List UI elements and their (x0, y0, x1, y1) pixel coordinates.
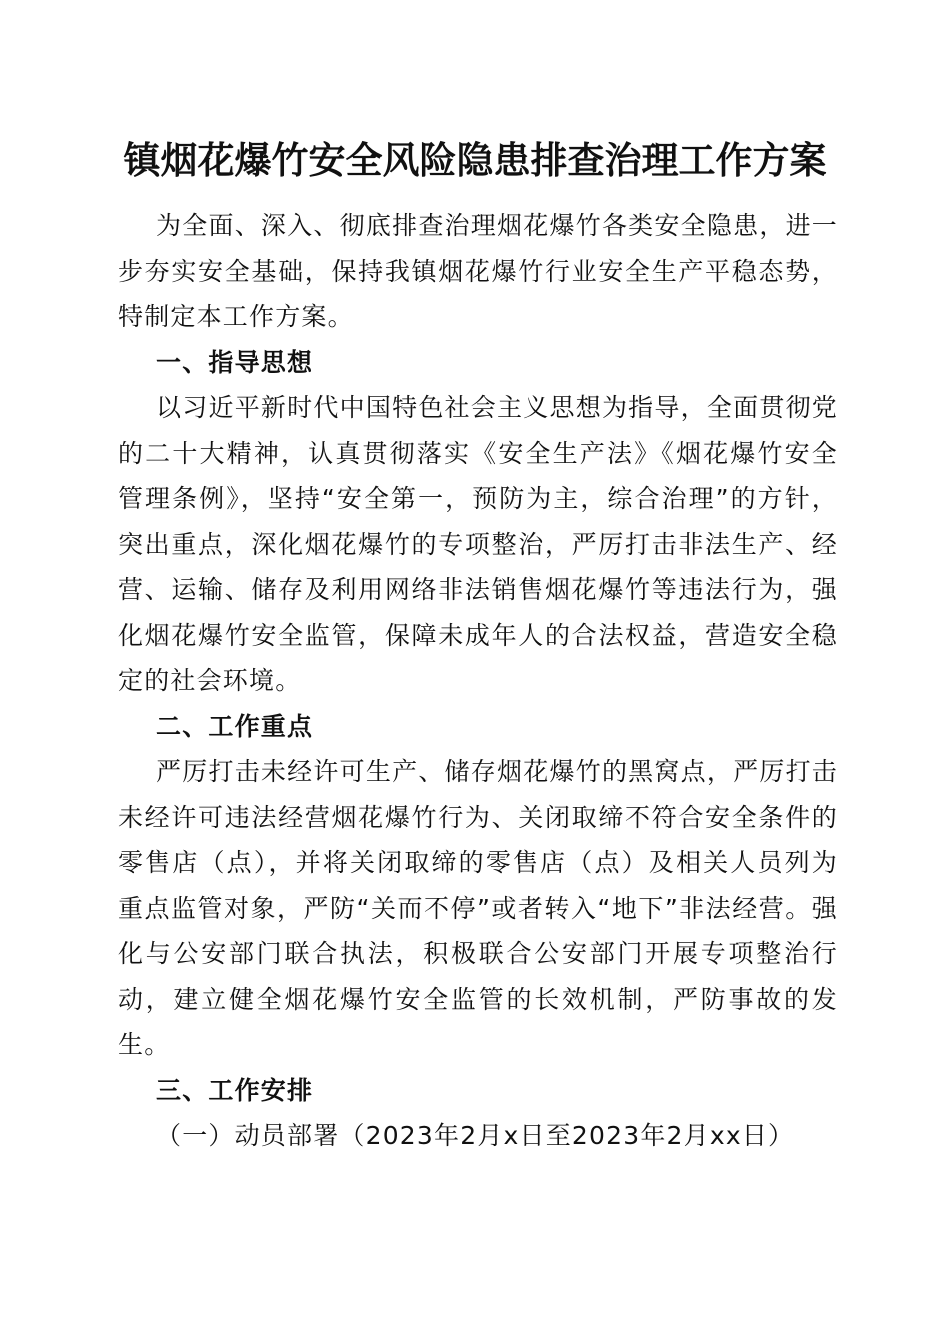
section-text-guiding-ideology: 以习近平新时代中国特色社会主义思想为指导，全面贯彻党的二十大精神，认真贯彻落实《安全生产法》《烟花爆竹安全管理条例》，坚持“安全第一，预防为主，综合治理”的方针，突出重点，深化烟花爆竹的专项整治，严厉打击非法生产、经营、运输、储存及利用网络非法销售烟花爆竹等违法行为，强化烟花爆竹安全监管，保障未成年人的合法权益，营造安全稳定的社会环境。 (118, 393, 838, 695)
section-text-work-focus: 严厉打击未经许可生产、储存烟花爆竹的黑窝点，严厉打击未经许可违法经营烟花爆竹行为、关闭取缔不符合安全条件的零售店（点），并将关闭取缔的零售店（点）及相关人员列为重点监管对象，严防“关而不停”或者转入“地下”非法经营。强化与公安部门联合执法，积极联合公安部门开展专项整治行动，建立健全烟花爆竹安全监管的长效机制，严防事故的发生。 (118, 757, 838, 1059)
document-body (118, 203, 838, 1159)
section-heading-work-focus: 二、工作重点 (156, 711, 314, 741)
document-title: 镇烟花爆竹安全风险隐患排查治理工作方案 (123, 138, 827, 182)
subsection-heading-mobilization: （一）动员部署（2023年2月x日至2023年2月xx日） (156, 1121, 795, 1150)
intro-paragraph: 为全面、深入、彻底排查治理烟花爆竹各类安全隐患，进一步夯实安全基础，保持我镇烟花爆竹行业安全生产平稳态势，特制定本工作方案。 (118, 211, 838, 331)
section-heading-guiding-ideology: 一、指导思想 (156, 347, 314, 377)
section-heading-work-arrangement: 三、工作安排 (156, 1075, 314, 1105)
